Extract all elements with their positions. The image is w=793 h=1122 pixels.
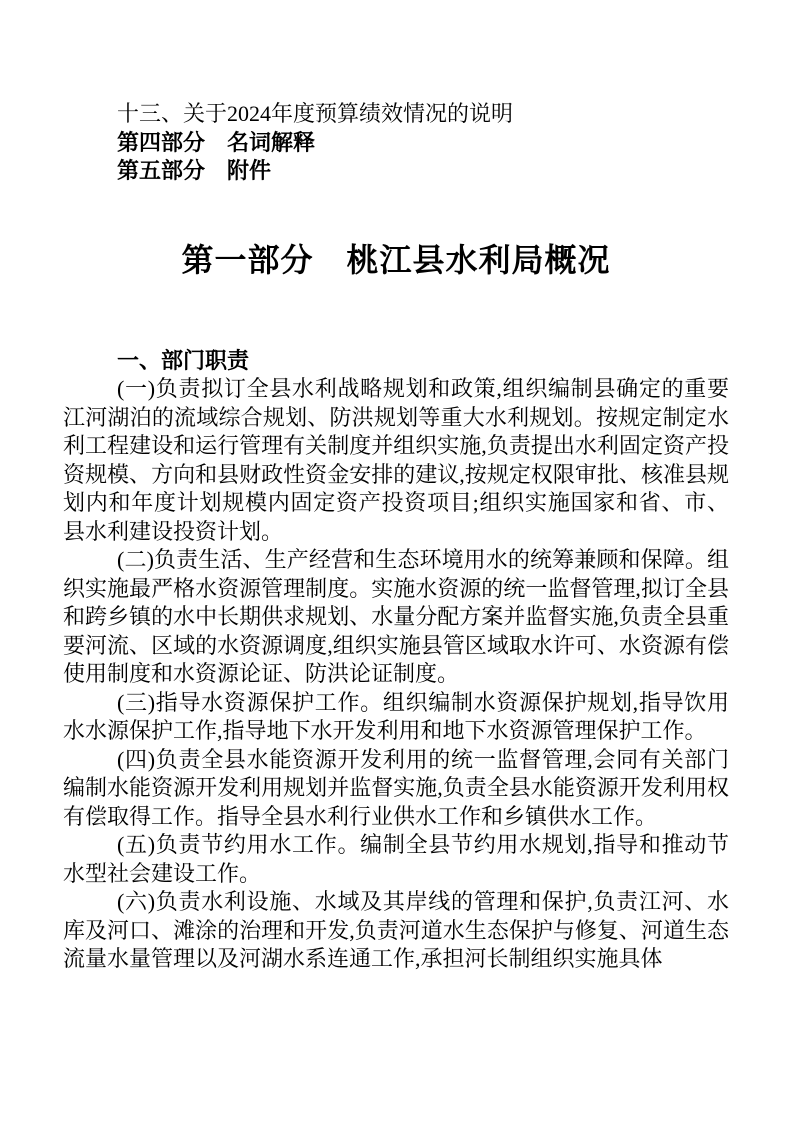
duty-paragraph-3: (三)指导水资源保护工作。组织编制水资源保护规划,指导饮用水水源保护工作,指导地下水开发利用和地下水资源管理保护工作。	[63, 689, 729, 743]
duty-paragraph-5: (五)负责节约用水工作。编制全县节约用水规划,指导和推动节水型社会建设工作。	[63, 832, 729, 886]
document-body	[63, 347, 729, 974]
duty-paragraph-1: (一)负责拟订全县水利战略规划和政策,组织编制县确定的重要江河湖泊的流域综合规划、防洪规划等重大水利规划。按规定制定水利工程建设和运行管理有关制度并组织实施,负责提出水利固定资产投资规模、方向和县财政性资金安排的建议,按规定权限审批、核准县规划内和年度计划规模内固定资产投资项目;组织实施国家和省、市、县水利建设投资计划。	[63, 376, 729, 544]
toc-item-thirteen: 十三、关于2024年度预算绩效情况的说明	[117, 101, 514, 126]
duty-paragraph-2: (二)负责生活、生产经营和生态环境用水的统筹兼顾和保障。组织实施最严格水资源管理制度。实施水资源的统一监督管理,拟订全县和跨乡镇的水中长期供求规划、水量分配方案并监督实施,负责全县重要河流、区域的水资源调度,组织实施县管区域取水许可、水资源有偿使用制度和水资源论证、防洪论证制度。	[63, 547, 729, 686]
page-title: 第一部分 桃江县水利局概况	[181, 241, 611, 278]
toc-item-part-four: 第四部分 名词解释	[117, 129, 316, 155]
toc-item-part-five: 第五部分 附件	[117, 158, 272, 183]
duty-paragraph-4: (四)负责全县水能资源开发利用的统一监督管理,会同有关部门编制水能资源开发利用规划并监督实施,负责全县水能资源开发利用权有偿取得工作。指导全县水利行业供水工作和乡镇供水工作。	[63, 746, 729, 829]
table-of-contents	[63, 100, 729, 186]
section-heading-duties: 一、部门职责	[117, 347, 250, 373]
duty-paragraph-6: (六)负责水利设施、水域及其岸线的管理和保护,负责江河、水库及河口、滩涂的治理和开发,负责河道水生态保护与修复、河道生态流量水量管理以及河湖水系连通工作,承担河长制组织实施具体	[63, 889, 729, 971]
